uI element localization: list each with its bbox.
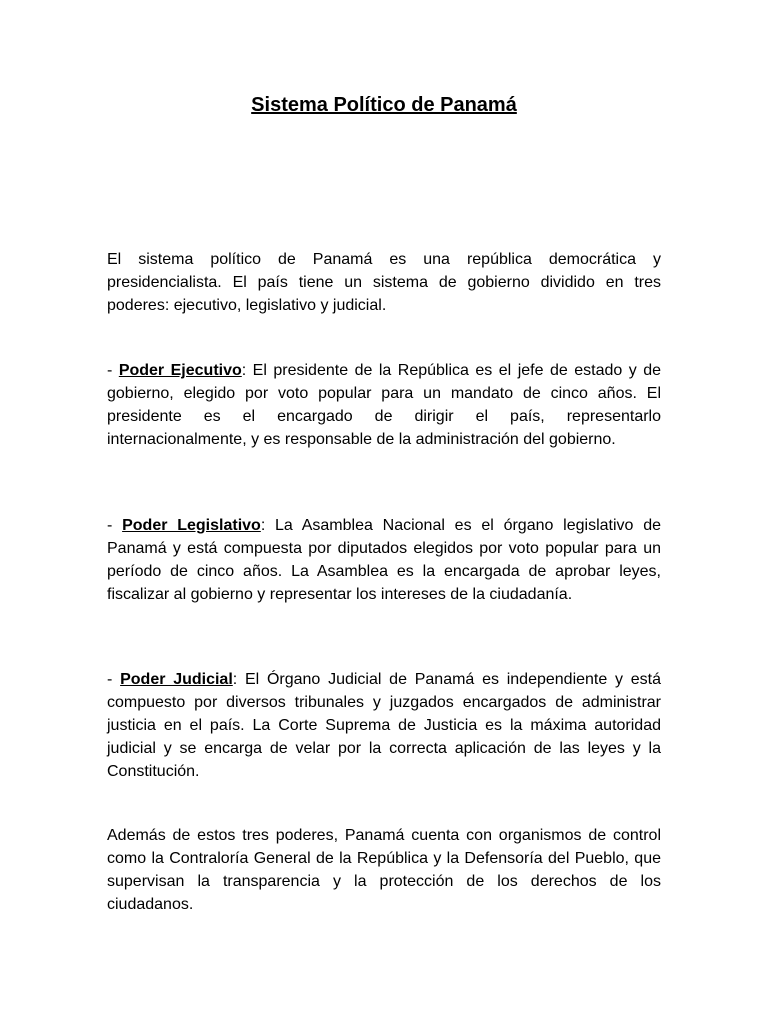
section-term: Poder Legislativo: [122, 517, 261, 534]
section-prefix: -: [107, 671, 121, 688]
section-term: Poder Ejecutivo: [118, 362, 242, 379]
section-term: Poder Judicial: [120, 671, 233, 688]
document-title: Sistema Político de Panamá: [251, 94, 517, 116]
intro-paragraph: El sistema político de Panamá es una república democrática y presidencialista. El país tiene un sistema de gobierno dividido en tres poderes: ejecutivo, legislativo y judicial.: [107, 251, 661, 314]
section-text: : El presidente de la República es el jefe de estado y de gobierno, elegido por voto popular para un mandato de cinco años. El presidente es el encargado de dirigir el país, representarlo internacionalmente, y es responsable de la administración del gobierno.: [107, 362, 662, 448]
section-prefix: -: [107, 517, 123, 534]
section-text: : La Asamblea Nacional es el órgano legislativo de Panamá y está compuesta por diputados elegidos por voto popular para un período de cinco años. La Asamblea es la encargada de aprobar leyes, fiscalizar al gobierno y representar los intereses de la ciudadanía.: [107, 517, 661, 603]
closing-paragraph: Además de estos tres poderes, Panamá cuenta con organismos de control como la Contraloría General de la República y la Defensoría del Pueblo, que supervisan la transparencia y la protección de los derechos de los ciudadanos.: [107, 827, 661, 913]
section-poder-legislativo: [107, 514, 661, 606]
section-poder-judicial: [107, 668, 661, 783]
section-poder-ejecutivo: [107, 359, 661, 451]
section-prefix: -: [107, 362, 119, 379]
section-text: : El Órgano Judicial de Panamá es independiente y está compuesto por diversos tribunales y juzgados encargados de administrar justicia en el país. La Corte Suprema de Justicia es la máxima autoridad judicial y se encarga de velar por la correcta aplicación de las leyes y la Constitución.: [107, 671, 662, 780]
